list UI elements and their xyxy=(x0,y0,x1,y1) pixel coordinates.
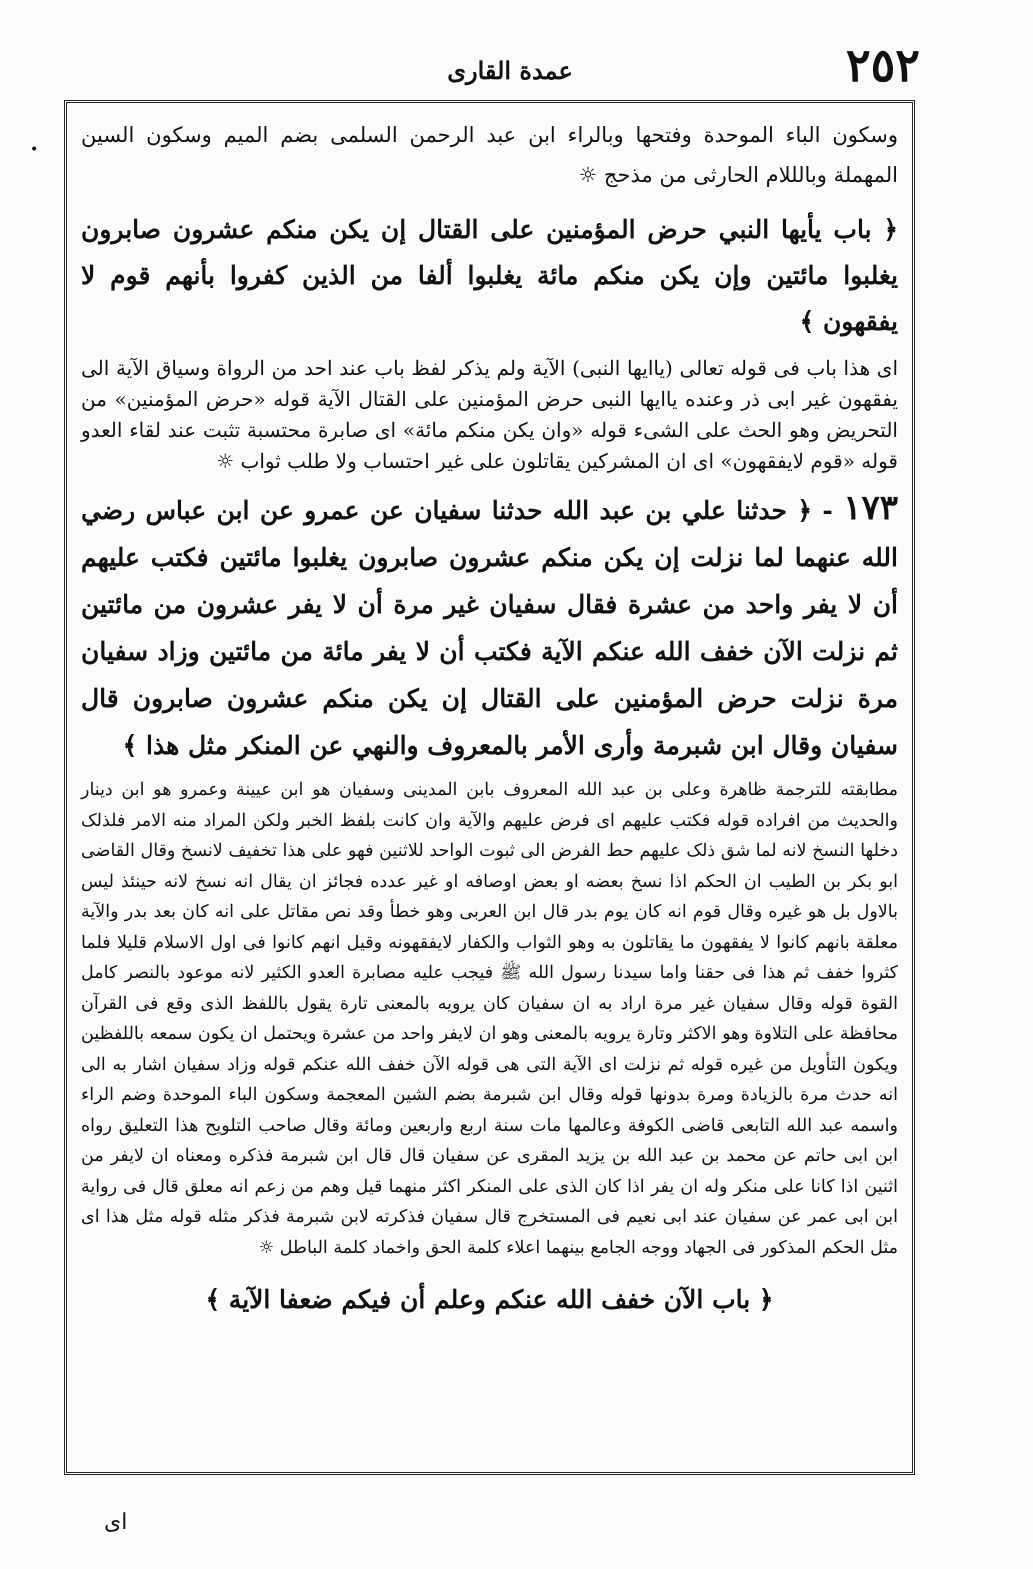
text-frame xyxy=(64,100,915,1475)
page-body xyxy=(81,111,898,1464)
page-header xyxy=(60,38,960,98)
hadith-number: ١٧٣ xyxy=(843,488,898,528)
hadith-text: ١٧٣ - ﴿ حدثنا علي بن عبد الله حدثنا سفيان عن عمرو عن ابن عباس رضي الله عنهما لما نزلت إن يكن منكم عشرون صابرون يغلبوا مائتين فكتب عليهم أن لا يفر واحد من عشرة فقال سفيان غير مرة أن لا يفر عشرون من مائتين ثم نزلت الآن خفف الله عنكم الآية فكتب أن لا يفر مائة من مائتين وزاد سفيان مرة نزلت حرض المؤمنين على القتال إن يكن منكم عشرون صابرون قال سفيان وقال ابن شبرمة وأرى الأمر بالمعروف والنهي عن المنكر مثل هذا ﴾ xyxy=(81,488,898,760)
intro-paragraph: وسکون الباء الموحدة وفتحها وبالراء ابن عبد الرحمن السلمی بضم المیم وسکون السین المهملة وبالللام الحارثی من مذحج ☼ xyxy=(81,123,898,187)
margin-mark: • xyxy=(30,142,39,158)
hadith-body: ﴿ حدثنا علي بن عبد الله حدثنا سفيان عن عمرو عن ابن عباس رضي الله عنهما لما نزلت إن يكن منكم عشرون صابرون يغلبوا مائتين فكتب عليهم أن لا يفر واحد من عشرة فقال سفيان غير مرة أن لا يفر عشرون من مائتين ثم نزلت الآن خفف الله عنكم الآية فكتب أن لا يفر مائة من مائتين وزاد سفيان مرة نزلت حرض المؤمنين على القتال إن يكن منكم عشرون صابرون قال سفيان وقال ابن شبرمة وأرى الأمر بالمعروف والنهي عن المنكر مثل هذا ﴾ xyxy=(81,496,898,760)
commentary-paragraph: مطابقته للترجمة ظاهرة وعلی بن عبد الله المعروف بابن المدینی وسفیان هو ابن عیینة وعمرو هو ابن دینار والحدیث من افراده قوله فکتب علیهم ای فرض علیهم والآیة وان کانت بلفظ الخبر ولکن المراد منه الامر فلذلک دخلها النسخ لانه لما شق ذلک علیهم حط الفرض الی ثبوت الواحد للاثنین فهو علی هذا تخفیف لانسخ وقال القاضی ابو بکر بن الطیب ان الحکم اذا نسخ بعضه او بعض اوصافه او غیر عدده فجائز ان یقال انه نسخ لانه حینئذ لیس بالاول بل هو غیره وقال قوم انه کان یوم بدر قال ابن العربی وهو خطأ وقد نص مقاتل علی انه کان بعد بدر والآیة معلقة بانهم کانوا لا یفقهون ما یقاتلون به وهو الثواب والکفار لایفقهونه وقیل انهم کانوا فی اول الاسلام قلیلا فلما کثروا خفف ثم هذا فی حقنا واما سیدنا رسول الله ﷺ فیجب علیه مصابرة العدو الکثیر لانه موعود بالنصر کامل القوة قوله وقال سفیان غیر مرة اراد به ان سفیان کان یرویه بالمعنی تارة یقول باللفظ الذی وقع فی القرآن محافظة علی التلاوة وهو الاکثر وتارة یرویه بالمعنی وهو ان لایفر واحد من عشرة ویحتمل ان یکون سمعه باللفظین ویکون التأویل من غیره قوله ثم نزلت ای الآیة التی هی قوله الآن خفف الله عنکم قوله وزاد سفیان اشار به الی انه حدث مرة بالزیادة ومرة بدونها قوله وقال ابن شبرمة بضم الشین المعجمة وسکون الباء الموحدة وضم الراء واسمه عبد الله التابعی قاضی الکوفة وعالمها مات سنة اربع واربعین ومائة وقال صاحب التلویح هذا التعلیق رواه ابن ابی حاتم عن محمد بن عبد الله بن یزید المقری عن سفیان قال قال ابن شبرمة فذکره ومعناه ان لایفر من اثنین اذا کانا علی منکر وله ان یفر اذا کان الذی علی المنکر اکثر منهما قیل وهم من زعم انه معلق قال فی روایة ابن ابی عمر عن سفیان عند ابی نعیم فی المستخرج قال سفیان فذکرته لابن شبرمة فذکر مثله قوله مثل هذا ای مثل الحکم المذکور فی الجهاد ووجه الجامع بینهما اعلاء کلمة الحق واخماد کلمة الباطل ☼ xyxy=(81,780,898,1258)
running-title: عمدة القاری xyxy=(447,56,573,85)
page-number: ٢٥٢ xyxy=(845,38,920,92)
catchword: ای xyxy=(104,1510,128,1535)
chapter-explanation: ای هذا باب فی قوله تعالی (یاایها النبی) الآیة ولم یذکر لفظ باب عند احد من الرواة وسیاق الآیة الی یفقهون غیر ابی ذر وعنده یاایها النبی حرض المؤمنین علی القتال الآیة قوله «حرض المؤمنین» من التحریض وهو الحث علی الشیء قوله «وان یکن منکم مائة» ای صابرة محتسبة تثبت عند لقاء العدو قوله «قوم لایفقهون» ای ان المشرکین یقاتلون علی غیر احتساب ولا طلب ثواب ☼ xyxy=(81,356,898,473)
chapter-heading: ﴿ باب يأيها النبي حرض المؤمنين على القتال إن يكن منكم عشرون صابرون يغلبوا مائتين وإن يكن منكم مائة يغلبوا ألفا من الذين كفروا بأنهم قوم لا يفقهون ﴾ xyxy=(81,215,898,336)
next-chapter-heading: ﴿ باب الآن خفف الله عنكم وعلم أن فيكم ضعفا الآية ﴾ xyxy=(205,1285,774,1314)
